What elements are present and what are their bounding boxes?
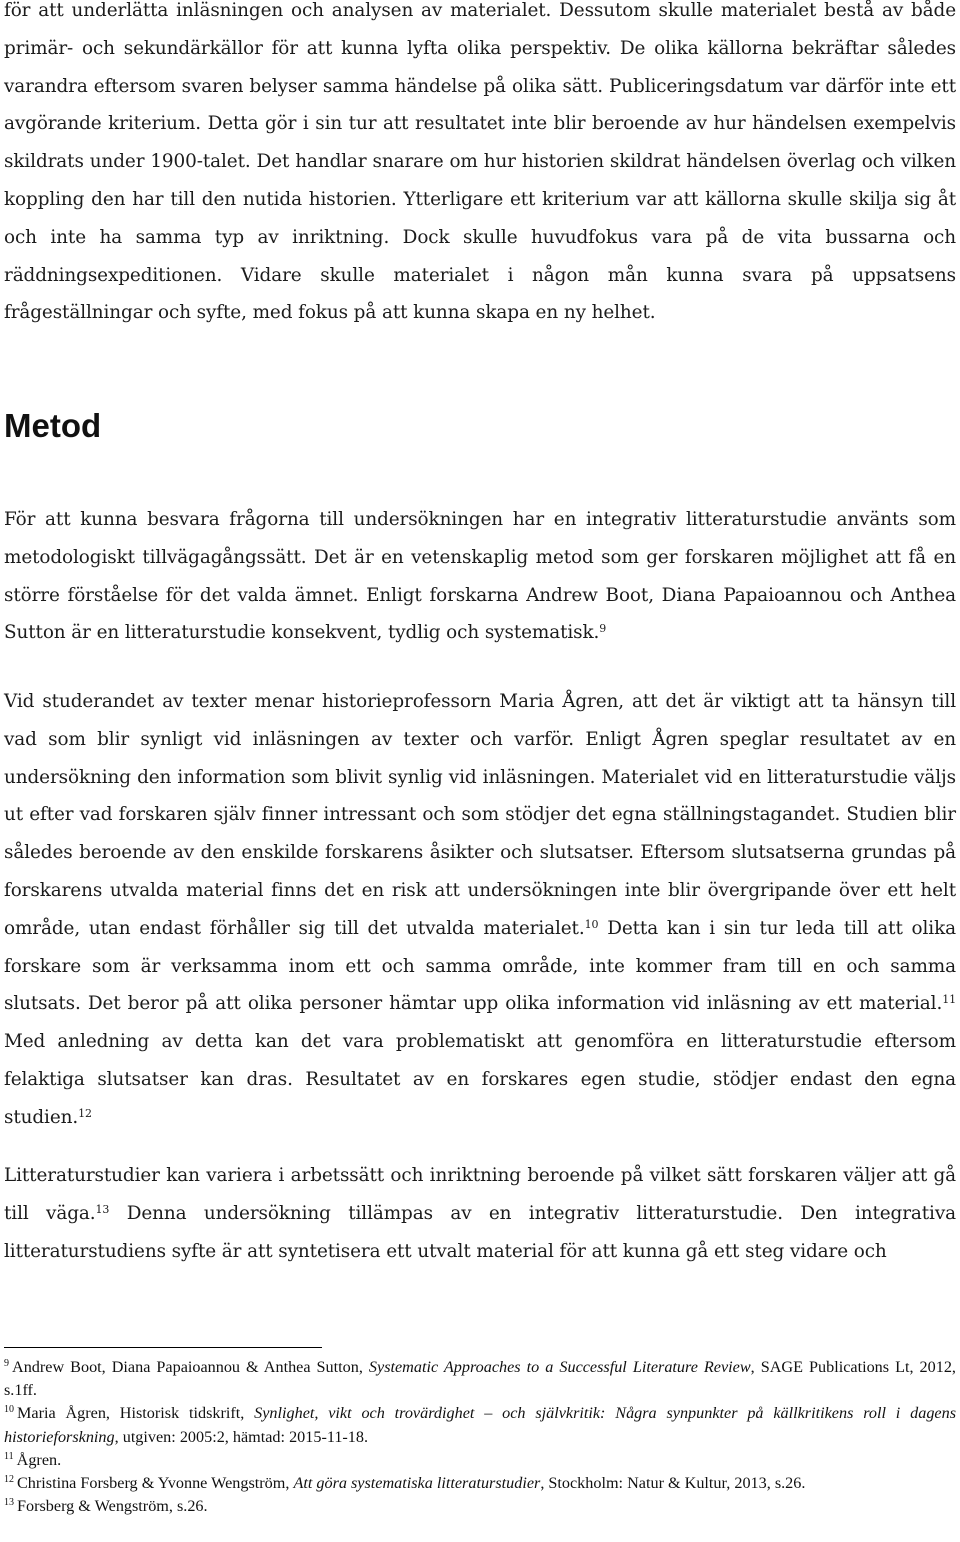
- footnote-text: Christina Forsberg & Yvonne Wengström,: [17, 1474, 294, 1493]
- method-paragraph-1: [4, 501, 956, 652]
- footnote: [4, 1356, 956, 1402]
- method-paragraph-3: [4, 1157, 956, 1270]
- section-heading: Metod: [4, 407, 102, 444]
- method-paragraph-1-text: För att kunna besvara frågorna till undersökningen har en integrativ litteraturstudie använts som metodologiskt tillvägagångssätt. Det är en vetenskaplig metod som ger forskaren möjlighet att få en större förståelse för det valda ämnet. Enligt forskarna Andrew Boot, Diana Papaioannou och Anthea Sutton är en litteraturstudie konsekvent, tydlig och systematisk.: [4, 509, 956, 644]
- footnote-title: Att göra systematiska litteraturstudier: [293, 1474, 541, 1493]
- footnote-text: Ågren.: [16, 1450, 62, 1469]
- footnote: [4, 1402, 956, 1448]
- footnote-title: Systematic Approaches to a Successful Literature Review: [368, 1358, 751, 1376]
- footnote-ref-13[interactable]: 13: [95, 1202, 110, 1216]
- footnote-text: Forsberg & Wengström, s.26.: [17, 1497, 208, 1516]
- footnote-text-tail: , utgiven: 2005:2, hämtad: 2015-11-18.: [114, 1427, 369, 1446]
- footnote-number: 12: [4, 1474, 14, 1486]
- footnote-text-tail: , SAGE Publications Lt, 2012, s.1ff.: [4, 1358, 956, 1400]
- method-paragraph-2-text-c: Med anledning av detta kan det vara problematiskt att genomföra en litteraturstudie eftersom felaktiga slutsatser kan dras. Resultatet av en forskares egen studie, stödjer endast den egna studien.: [4, 1031, 956, 1128]
- footnote-ref-11[interactable]: 11: [942, 993, 956, 1007]
- footnote-ref-10[interactable]: 10: [584, 917, 599, 931]
- method-paragraph-3-text-b: Denna undersökning tillämpas av en integrativ litteraturstudie. Den integrativa litteraturstudiens syfte är att syntetisera ett utvalt material för att kunna gå ett steg vidare och: [4, 1202, 956, 1262]
- footnotes: [4, 1356, 956, 1518]
- footnote-ref-9[interactable]: 9: [599, 622, 607, 636]
- footnote-title: Synlighet, vikt och trovärdighet – och självkritik: Några synpunkter på källkritikens roll i dagens historieforskning: [4, 1404, 956, 1446]
- intro-text: för att underlätta inläsningen och analysen av materialet. Dessutom skulle materialet bestå av både primär- och sekundärkällor för att kunna lyfta olika perspektiv. De olika källorna bekräftar således varandra eftersom svaren belyser samma händelse på olika sätt. Publiceringsdatum var därför inte ett avgörande kriterium. Detta gör i sin tur att resultatet inte blir beroende av hur händelsen exempelvis skildrats under 1900-talet. Det handlar snarare om hur historien skildrat händelsen överlag och vilken koppling den har till den nutida historien. Ytterligare ett kriterium var att källorna skulle skilja sig åt och inte ha samma typ av inriktning. Dock skulle huvudfokus vara på de vita bussarna och räddningsexpeditionen. Vidare skulle materialet i någon mån kunna svara på uppsatsens frågeställningar och syfte, med fokus på att kunna skapa en ny helhet.: [4, 0, 956, 324]
- method-paragraph-3-text-a: Litteraturstudier kan variera i arbetssätt och inriktning beroende på vilket sätt forskaren väljer att gå till väga.: [4, 1165, 956, 1224]
- footnote-divider: [4, 1347, 322, 1348]
- footnote-text: Maria Ågren, Historisk tidskrift,: [17, 1404, 255, 1423]
- intro-paragraph: [4, 0, 956, 332]
- footnote-number: 9: [4, 1358, 9, 1369]
- footnote-ref-12[interactable]: 12: [78, 1106, 92, 1120]
- method-paragraph-2-text-b: Detta kan i sin tur leda till att olika forskare som är verksamma inom ett och samma område, inte kommer fram till en och samma slutsats. Det beror på att olika personer hämtar upp olika information vid inläsning av ett material.: [4, 917, 956, 1015]
- method-paragraph-2: [4, 683, 956, 1137]
- footnote: [4, 1449, 956, 1472]
- footnote-text-tail: , Stockholm: Natur & Kultur, 2013, s.26.: [540, 1474, 806, 1493]
- method-paragraph-2-text-a: Vid studerandet av texter menar historieprofessorn Maria Ågren, att det är viktigt att ta hänsyn till vad som blir synligt vid inläsningen av texter och varför. Enligt Ågren speglar resultatet av en undersökning den information som blivit synlig vid inläsningen. Materialet vid en litteraturstudie väljs ut efter vad forskaren själv finner intressant och som stödjer det egna ställningstagandet. Studien blir således beroende av den enskilde forskarens åsikter och slutsatser. Eftersom slutsatserna grundas på forskarens utvalda material finns det en risk att undersökningen inte blir övergripande över ett helt område, utan endast förhåller sig till det utvalda materialet.: [4, 691, 956, 939]
- footnote-text: Andrew Boot, Diana Papaioannou & Anthea Sutton,: [12, 1358, 369, 1376]
- footnote: [4, 1495, 956, 1518]
- footnote-number: 13: [4, 1497, 14, 1509]
- footnote: [4, 1472, 956, 1495]
- footnote-number: 10: [4, 1404, 14, 1416]
- footnote-number: 11: [4, 1450, 14, 1462]
